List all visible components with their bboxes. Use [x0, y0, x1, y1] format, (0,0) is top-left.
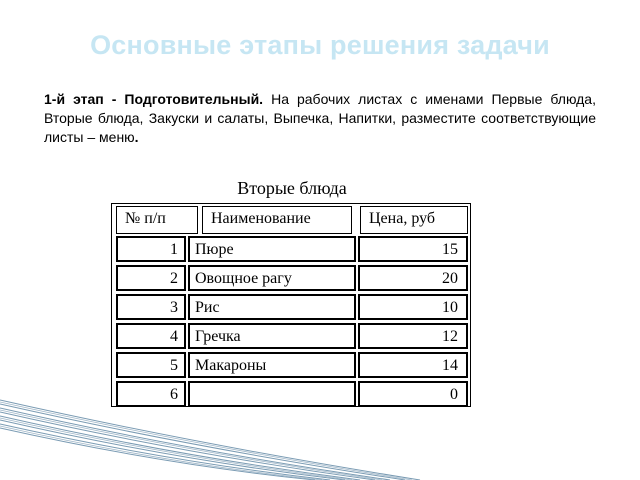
header-price: Цена, руб [360, 206, 468, 234]
header-number: № п/п [116, 206, 198, 234]
row-name: Рис [188, 294, 356, 320]
row-number: 5 [116, 352, 186, 378]
row-name: Овощное рагу [188, 265, 356, 291]
stage-text-end: . [134, 129, 139, 145]
row-price: 15 [358, 236, 468, 262]
row-price: 20 [358, 265, 468, 291]
row-price: 10 [358, 294, 468, 320]
row-price: 0 [358, 381, 468, 407]
slide-title: Основные этапы решения задачи [90, 30, 550, 60]
decorative-swoosh [0, 390, 640, 480]
row-number: 6 [116, 381, 186, 407]
stage-text: На рабочих листах с именами Первые блюда, Вторые блюда, Закуски и салаты, Выпечка, Напитки, разместите соответствующие листы – меню [44, 91, 596, 145]
row-name: Гречка [188, 323, 356, 349]
menu-table [111, 203, 471, 407]
table-caption: Вторые блюда [237, 178, 347, 198]
row-name: Макароны [188, 352, 356, 378]
row-name: Пюре [188, 236, 356, 262]
row-price: 12 [358, 323, 468, 349]
row-number: 2 [116, 265, 186, 291]
header-name: Наименование [202, 206, 352, 234]
stage-label: 1-й этап - Подготовительный. [44, 91, 264, 107]
row-number: 3 [116, 294, 186, 320]
stage-description [44, 90, 596, 147]
row-number: 4 [116, 323, 186, 349]
row-number: 1 [116, 236, 186, 262]
row-price: 14 [358, 352, 468, 378]
